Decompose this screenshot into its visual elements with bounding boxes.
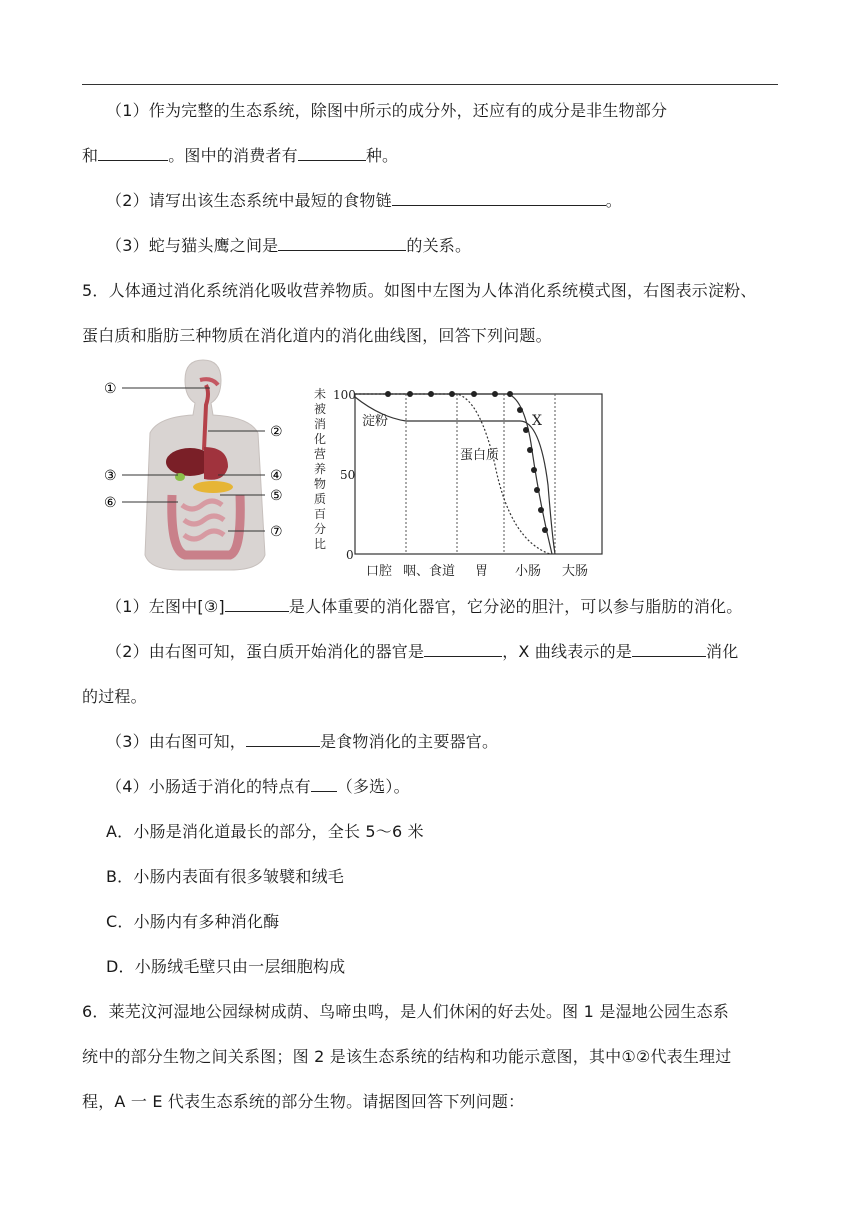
y-tick-100: 100 xyxy=(333,388,356,402)
protein-label: 蛋白质 xyxy=(460,448,500,463)
q5-stem-2: 蛋白质和脂肪三种物质在消化道内的消化曲线图，回答下列问题。 xyxy=(82,326,552,345)
svg-text:被: 被 xyxy=(314,402,327,416)
answer-blank[interactable] xyxy=(632,641,706,657)
svg-text:分: 分 xyxy=(314,522,327,536)
svg-text:质: 质 xyxy=(314,492,327,506)
answer-blank[interactable] xyxy=(311,776,337,792)
q5-part4: （4）小肠适于消化的特点有 （多选）。 xyxy=(106,777,410,796)
y-axis-label-1: 未 xyxy=(314,387,327,401)
organ-label-1: ① xyxy=(104,381,117,397)
q5-part1: （1）左图中[③] 是人体重要的消化器官，它分泌的胆汁，可以参与脂肪的消化。 xyxy=(106,597,743,616)
q5-option-c[interactable]: C．小肠内有多种消化酶 xyxy=(106,912,280,931)
x-tick-large-intestine: 大肠 xyxy=(562,564,589,579)
svg-text:消: 消 xyxy=(314,417,327,431)
q5-option-b[interactable]: B．小肠内表面有很多皱襞和绒毛 xyxy=(106,867,344,886)
svg-text:物: 物 xyxy=(314,477,327,491)
svg-text:比: 比 xyxy=(314,537,327,551)
svg-text:化: 化 xyxy=(314,432,327,446)
answer-blank[interactable] xyxy=(225,596,289,612)
q5-part3: （3）由右图可知， 是食物消化的主要器官。 xyxy=(106,732,499,751)
q5-option-d[interactable]: D．小肠绒毛壁只由一层细胞构成 xyxy=(106,957,346,976)
x-label: X xyxy=(532,413,542,429)
organ-label-6: ⑥ xyxy=(104,495,117,511)
y-tick-50: 50 xyxy=(340,468,356,482)
organ-label-2: ② xyxy=(270,424,283,440)
q6-stem-2: 统中的部分生物之间关系图；图 2 是该生态系统的结构和功能示意图，其中①②代表生理过 xyxy=(82,1047,732,1066)
q5-part2-cont: 的过程。 xyxy=(82,687,147,706)
answer-blank[interactable] xyxy=(392,190,606,206)
x-tick-small-intestine: 小肠 xyxy=(515,564,542,579)
q6-stem-3: 程，A 一 E 代表生态系统的部分生物。请据图回答下列问题： xyxy=(82,1092,525,1111)
answer-blank[interactable] xyxy=(278,235,406,251)
organ-label-4: ④ xyxy=(270,468,283,484)
q4-part2: （2）请写出该生态系统中最短的食物链 。 xyxy=(106,191,622,210)
y-tick-0: 0 xyxy=(346,548,354,562)
svg-text:百: 百 xyxy=(314,507,327,521)
digestive-system-diagram xyxy=(145,360,265,570)
digestion-chart xyxy=(314,386,602,579)
answer-blank[interactable] xyxy=(424,641,502,657)
x-tick-mouth: 口腔 xyxy=(366,564,393,579)
answer-blank[interactable] xyxy=(298,145,366,161)
organ-label-5: ⑤ xyxy=(270,488,283,504)
digestion-figure xyxy=(100,355,610,580)
x-tick-pharynx: 咽、食道 xyxy=(403,564,456,579)
answer-blank[interactable] xyxy=(246,731,320,747)
svg-text:养: 养 xyxy=(314,462,327,476)
q4-part1: （1）作为完整的生态系统，除图中所示的成分外，还应有的成分是非生物部分 xyxy=(106,101,668,120)
q5-stem-1: 5．人体通过消化系统消化吸收营养物质。如图中左图为人体消化系统模式图，右图表示淀粉、 xyxy=(82,281,757,300)
organ-label-3: ③ xyxy=(104,468,117,484)
svg-text:营: 营 xyxy=(314,447,327,461)
q5-option-a[interactable]: A．小肠是消化道最长的部分，全长 5～6 米 xyxy=(106,822,424,841)
q5-part2: （2）由右图可知，蛋白质开始消化的器官是 ，X 曲线表示的是 消化 xyxy=(106,642,739,661)
answer-blank[interactable] xyxy=(98,145,168,161)
header-rule xyxy=(82,84,778,85)
q4-part1-cont: 和 。图中的消费者有 种。 xyxy=(82,146,399,165)
x-tick-stomach: 胃 xyxy=(475,564,489,579)
starch-label: 淀粉 xyxy=(362,414,389,429)
q4-part3: （3）蛇与猫头鹰之间是 的关系。 xyxy=(106,236,472,255)
organ-label-7: ⑦ xyxy=(270,524,283,540)
q6-stem-1: 6．莱芜汶河湿地公园绿树成荫、鸟啼虫鸣，是人们休闲的好去处。图 1 是湿地公园生态系 xyxy=(82,1002,729,1021)
